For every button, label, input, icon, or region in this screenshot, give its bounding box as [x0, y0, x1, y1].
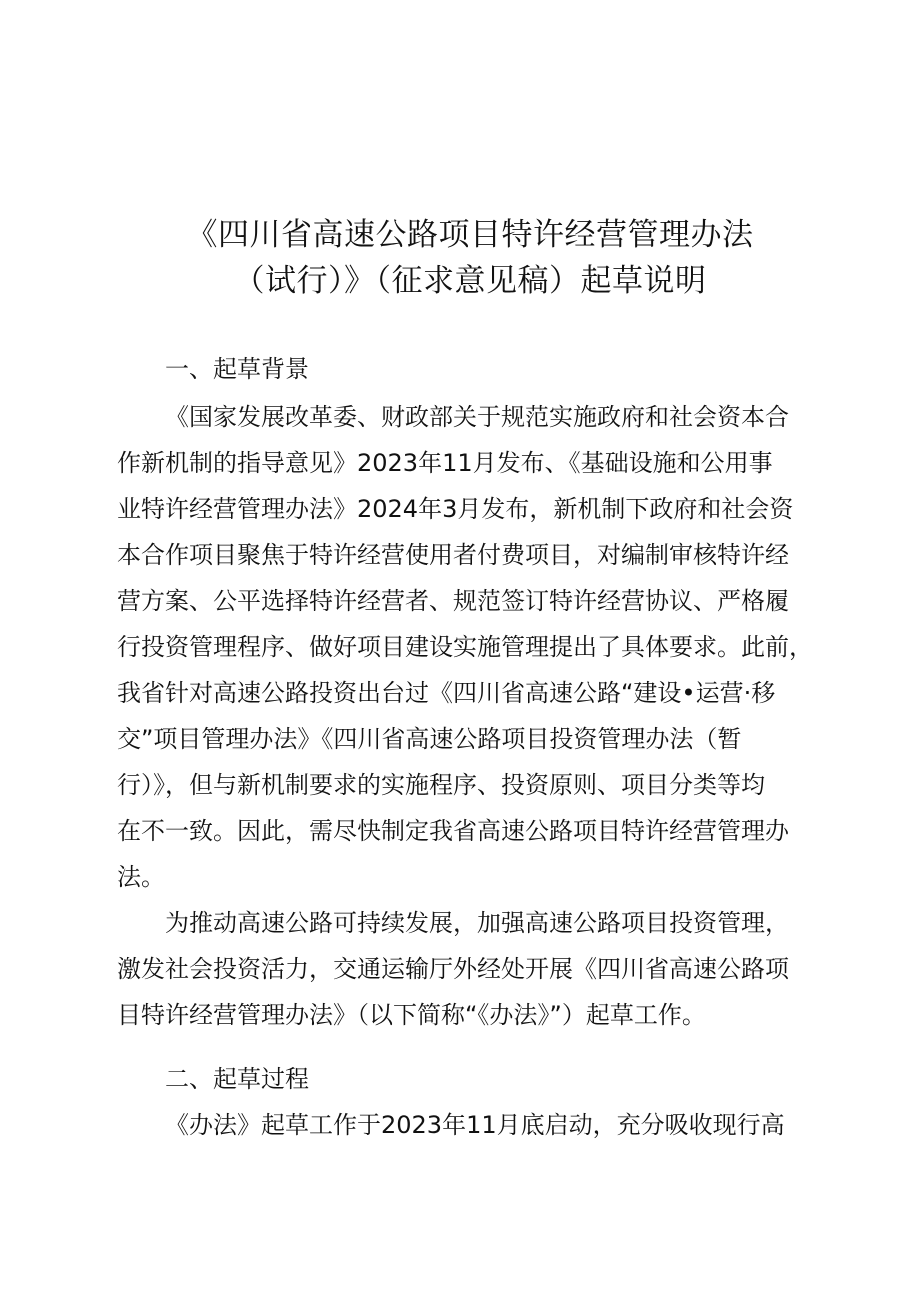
- paragraph-line: 营方案、公平选择特许经营者、规范签订特许经营协议、严格履: [117, 587, 789, 615]
- paragraph-line: 激发社会投资活力，交通运输厅外经处开展《四川省高速公路项: [117, 955, 789, 983]
- paragraph-line: 行投资管理程序、做好项目建设实施管理提出了具体要求。此前，: [117, 633, 813, 661]
- section-heading-process: 二、起草过程: [165, 1065, 309, 1093]
- paragraph-line: 法。: [117, 863, 165, 891]
- section-heading-background: 一、起草背景: [165, 355, 309, 383]
- paragraph-line: 我省针对高速公路投资出台过《四川省高速公路“建设•运营·移: [117, 679, 776, 707]
- paragraph-line: 目特许经营管理办法》（以下简称“《办法》”）起草工作。: [117, 1001, 706, 1029]
- paragraph-line: 《办法》起草工作于2023年11月底启动，充分吸收现行高: [165, 1111, 785, 1139]
- paragraph-line: 业特许经营管理办法》2024年3月发布，新机制下政府和社会资: [117, 495, 794, 523]
- document-title-line-1: 《四川省高速公路项目特许经营管理办法: [186, 217, 754, 253]
- paragraph-line: 作新机制的指导意见》2023年11月发布、《基础设施和公用事: [117, 449, 773, 477]
- paragraph-line: 行）》，但与新机制要求的实施程序、投资原则、项目分类等均: [117, 771, 765, 799]
- paragraph-line: 《国家发展改革委、财政部关于规范实施政府和社会资本合: [165, 403, 789, 431]
- paragraph-line: 交”项目管理办法》《四川省高速公路项目投资管理办法（暂: [117, 725, 742, 753]
- paragraph-line: 在不一致。因此，需尽快制定我省高速公路项目特许经营管理办: [117, 817, 789, 845]
- paragraph-line: 为推动高速公路可持续发展，加强高速公路项目投资管理，: [165, 909, 789, 937]
- paragraph-line: 本合作项目聚焦于特许经营使用者付费项目，对编制审核特许经: [117, 541, 789, 569]
- document-title-line-2: （试行）》（征求意见稿）起草说明: [233, 263, 707, 299]
